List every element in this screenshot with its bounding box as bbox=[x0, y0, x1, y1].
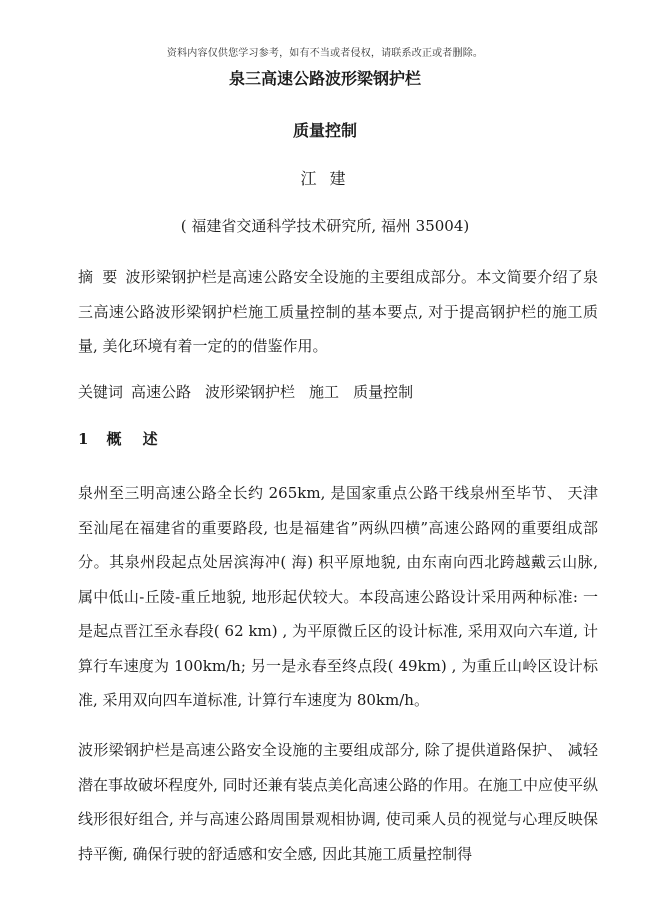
abstract-label: 摘 要 bbox=[78, 268, 120, 286]
title-line-1: 泉三高速公路波形梁钢护栏 bbox=[228, 69, 421, 88]
section-number: 1 bbox=[78, 430, 89, 448]
abstract-text: 波形梁钢护栏是高速公路安全设施的主要组成部分。本文简要介绍了泉三高速公路波形梁钢护栏施工质量控制的基本要点, 对于提高钢护栏的施工质量, 美化环境有着一定的的借鉴作用。 bbox=[78, 268, 598, 355]
section-heading bbox=[78, 428, 166, 449]
affiliation: ( 福建省交通科学技术研究所, 福州 35004) bbox=[180, 217, 470, 235]
keyword: 施工 bbox=[309, 383, 340, 401]
section-title: 概 述 bbox=[106, 430, 166, 448]
keyword: 波形梁钢护栏 bbox=[205, 383, 296, 401]
title-line-2: 质量控制 bbox=[292, 121, 357, 140]
keywords-label: 关键词 bbox=[78, 383, 124, 401]
body-paragraph: 泉州至三明高速公路全长约 265km, 是国家重点公路干线泉州至毕节、 天津至汕尾在福建省的重要路段, 也是福建省”两纵四横”高速公路网的重要组成部分。其泉州段起点处居滨海冲( 海) 积平原地貌, 由东南向西北跨越戴云山脉, 属中低山-丘陵-重丘地貌, 地形起伏较大。本段高速公路设计采用两种标准: 一是起点晋江至永春段( 62 km) , 为平原微丘区的设计标准, 采用双向六车道, 计算行车速度为 100km/h; 另一是永春至终点段( 49km) , 为重丘山岭区设计标准, 采用双向四车道标准, 计算行车速度为 80km/h。 bbox=[78, 484, 598, 709]
keywords bbox=[78, 377, 598, 407]
keyword: 高速公路 bbox=[131, 383, 192, 401]
author: 江 建 bbox=[300, 169, 350, 188]
abstract bbox=[78, 260, 598, 364]
body-paragraph: 波形梁钢护栏是高速公路安全设施的主要组成部分, 除了提供道路保护、 减轻潜在事故破坏程度外, 同时还兼有装点美化高速公路的作用。在施工中应使平纵线形很好组合, 并与高速公路周围景观相协调, 使司乘人员的视觉与心理反映保持平衡, 确保行驶的舒适感和安全感, 因此其施工质量控制得 bbox=[78, 741, 598, 863]
copyright-notice: 资料内容仅供您学习参考，如有不当或者侵权，请联系改正或者删除。 bbox=[166, 48, 484, 59]
keyword: 质量控制 bbox=[353, 383, 414, 401]
